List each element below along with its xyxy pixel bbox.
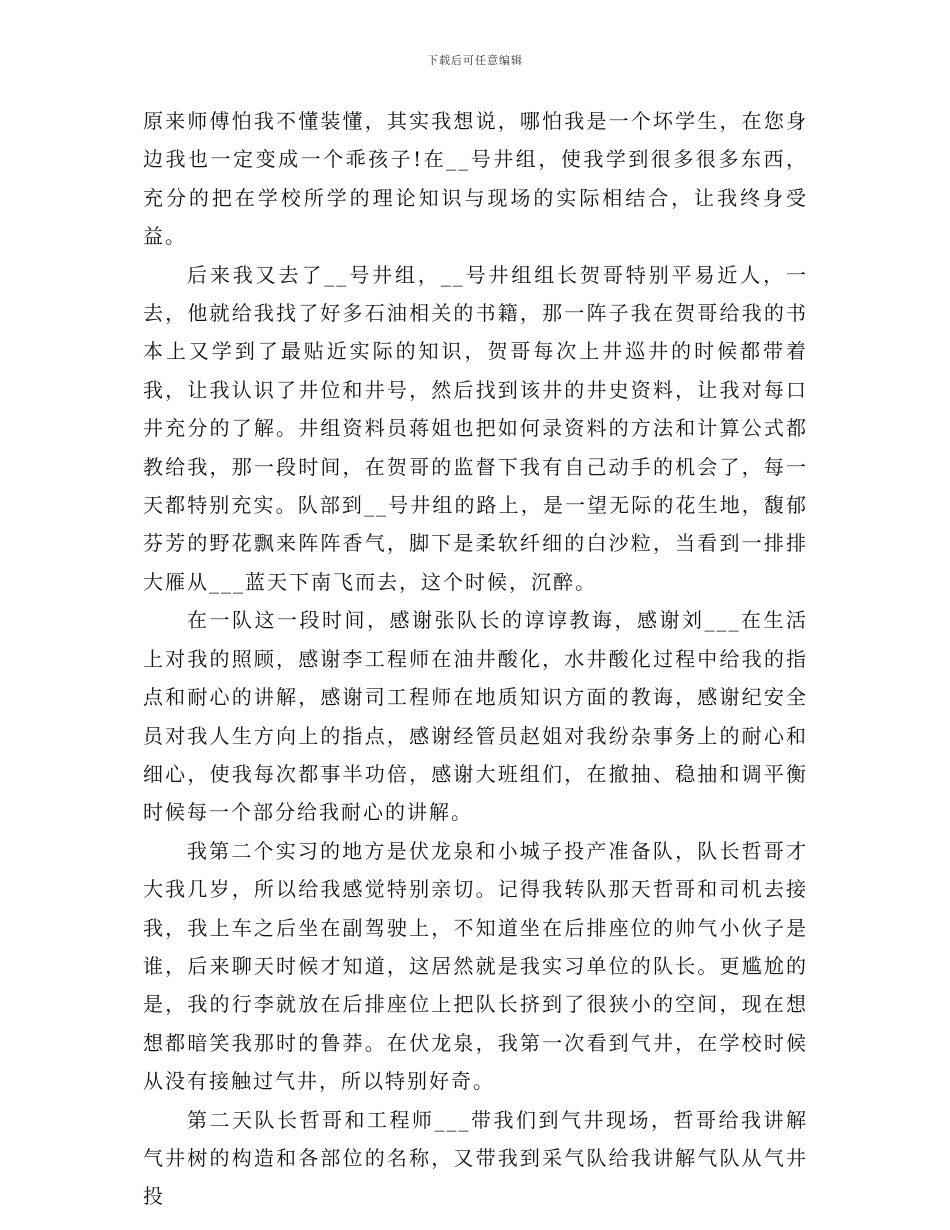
paragraph-2: 后来我又去了__号井组，__号井组组长贺哥特别平易近人，一去，他就给我找了好多石油相关的书籍，那一阵子我在贺哥给我的书本上又学到了最贴近实际的知识，贺哥每次上井巡井的时候都带着我，让我认识了井位和井号，然后找到该井的井史资料，让我对每口井充分的了解。井组资料员蒋姐也把如何录资料的方法和计算公式都教给我，那一段时间，在贺哥的监督下我有自己动手的机会了，每一天都特别充实。队部到__号井组的路上，是一望无际的花生地，馥郁芬芳的野花飘来阵阵香气，脚下是柔软纤细的白沙粒，当看到一排排大雁从___蓝天下南飞而去，这个时候，沉醉。 xyxy=(143,262,808,594)
paragraph-5: 第二天队长哲哥和工程师___带我们到气井现场，哲哥给我讲解气井树的构造和各部位的名称，又带我到采气队给我讲解气队从气井投 xyxy=(143,1107,808,1209)
paragraph-1: 原来师傅怕我不懂装懂，其实我想说，哪怕我是一个坏学生，在您身边我也一定变成一个乖孩子!在__号井组，使我学到很多很多东西，充分的把在学校所学的理论知识与现场的实际相结合，让我终身受益。 xyxy=(143,109,808,249)
paragraph-3: 在一队这一段时间，感谢张队长的谆谆教诲，感谢刘___在生活上对我的照顾，感谢李工程师在油井酸化，水井酸化过程中给我的指点和耐心的讲解，感谢司工程师在地质知识方面的教诲，感谢纪安全员对我人生方向上的指点，感谢经管员赵姐对我纷杂事务上的耐心和细心，使我每次都事半功倍，感谢大班组们，在撤抽、稳抽和调平衡时候每一个部分给我耐心的讲解。 xyxy=(143,608,808,825)
paragraph-4: 我第二个实习的地方是伏龙泉和小城子投产准备队，队长哲哥才大我几岁，所以给我感觉特别亲切。记得我转队那天哲哥和司机去接我，我上车之后坐在副驾驶上，不知道坐在后排座位的帅气小伙子是谁，后来聊天时候才知道，这居然就是我实习单位的队长。更尴尬的是，我的行李就放在后排座位上把队长挤到了很狭小的空间，现在想想都暗笑我那时的鲁莽。在伏龙泉，我第一次看到气井，在学校时候从没有接触过气井，所以特别好奇。 xyxy=(143,838,808,1094)
page-header: 下载后可任意编辑 xyxy=(427,54,523,67)
document-body xyxy=(143,102,808,1216)
